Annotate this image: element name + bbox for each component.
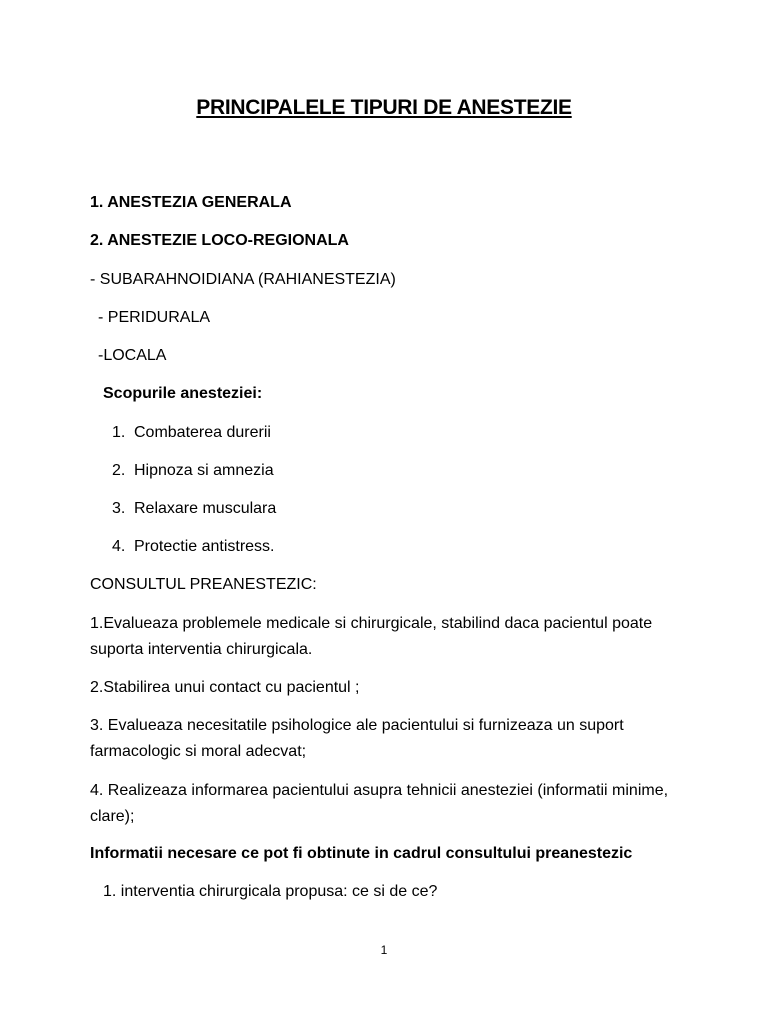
- goal-item-2: [112, 458, 274, 484]
- goal-text: Relaxare musculara: [134, 500, 277, 517]
- page-number: 1: [380, 943, 388, 957]
- goal-item-1: [112, 420, 271, 446]
- goals-heading: Scopurile anesteziei:: [103, 385, 263, 402]
- document-title: PRINCIPALELE TIPURI DE ANESTEZIE: [196, 96, 572, 119]
- goal-number: 3.: [112, 500, 126, 517]
- goal-item-3: [112, 496, 276, 522]
- info-item-1: 1. interventia chirurgicala propusa: ce si de ce?: [103, 883, 438, 900]
- consult-heading: CONSULTUL PREANESTEZIC:: [90, 576, 317, 593]
- consult-paragraph-1: 1.Evalueaza problemele medicale si chirurgicale, stabilind daca pacientul poate suporta interventia chirurgicala.: [90, 615, 653, 658]
- goal-number: 2.: [112, 462, 126, 479]
- consult-paragraph-4: 4. Realizeaza informarea pacientului asupra tehnicii anesteziei (informatii minime, clare);: [90, 782, 669, 825]
- goal-text: Hipnoza si amnezia: [134, 462, 274, 479]
- type-general: 1. ANESTEZIA GENERALA: [90, 194, 292, 211]
- subtype-subarahnoidiana: - SUBARAHNOIDIANA (RAHIANESTEZIA): [90, 271, 396, 288]
- subtype-locala: -LOCALA: [98, 347, 167, 364]
- type-loco-regional: 2. ANESTEZIE LOCO-REGIONALA: [90, 232, 349, 249]
- consult-paragraph-2: 2.Stabilirea unui contact cu pacientul ;: [90, 679, 360, 696]
- goal-item-4: [112, 534, 275, 560]
- goal-number: 1.: [112, 424, 126, 441]
- subtype-peridurala: - PERIDURALA: [98, 309, 211, 326]
- goal-text: Combaterea durerii: [134, 424, 271, 441]
- consult-paragraph-3: 3. Evalueaza necesitatile psihologice ale pacientului si furnizeaza un suport farmacologic si moral adecvat;: [90, 717, 624, 760]
- goal-text: Protectie antistress.: [134, 538, 275, 555]
- goal-number: 4.: [112, 538, 126, 555]
- info-heading: Informatii necesare ce pot fi obtinute in cadrul consultului preanestezic: [90, 845, 633, 862]
